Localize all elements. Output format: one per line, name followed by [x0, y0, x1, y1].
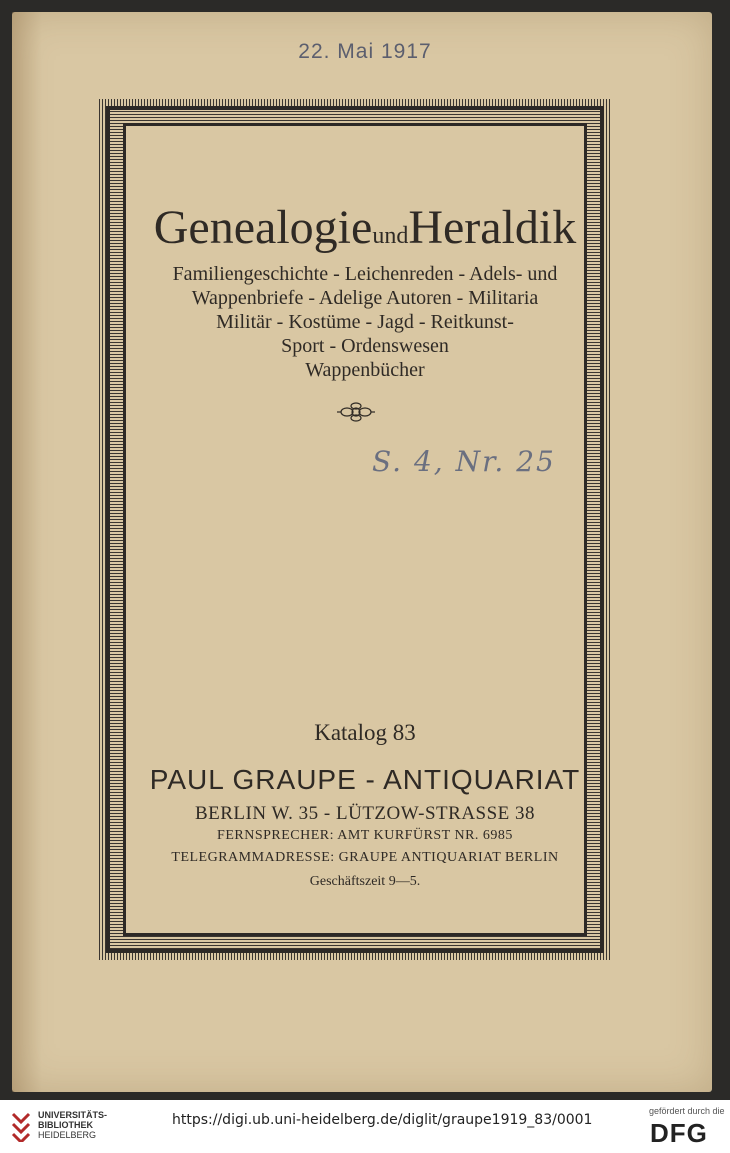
subject-line: Familiengeschichte - Leichenreden - Adels- und [172, 263, 558, 285]
phone-line: FERNSPRECHER: AMT KURFÜRST NR. 6985 [217, 828, 513, 843]
logo-line: HEIDELBERG [38, 1130, 97, 1140]
university-library-name[interactable] [38, 1110, 107, 1140]
telegram-line: TELEGRAMMADRESSE: GRAUPE ANTIQUARIAT BERLIN [171, 850, 559, 865]
subject-list [0, 262, 730, 382]
firm-address: BERLIN W. 35 - LÜTZOW-STRASSE 38 [194, 803, 536, 824]
subject-line: Wappenbücher [305, 359, 425, 381]
title-part2: Heraldik [408, 201, 577, 254]
dfg-logo[interactable]: DFG [650, 1118, 708, 1148]
permalink-url[interactable]: https://digi.ub.uni-heidelberg.de/diglit/graupe1919_83/0001 [172, 1112, 593, 1128]
subject-line: Sport - Ordenswesen [281, 335, 449, 357]
date-stamp: 22. Mai 1917 [298, 40, 432, 63]
subject-line: Militär - Kostüme - Jagd - Reitkunst- [216, 311, 514, 333]
pencil-annotation: S. 4, Nr. 25 [372, 445, 556, 478]
title-connector: und [372, 223, 409, 249]
business-hours: Geschäftszeit 9—5. [309, 874, 421, 889]
logo-line: BIBLIOTHEK [38, 1120, 93, 1130]
subject-line: Wappenbriefe - Adelige Autoren - Militaria [191, 287, 539, 309]
logo-line: UNIVERSITÄTS- [38, 1110, 108, 1120]
viewer-footer [0, 1100, 730, 1153]
title-part1: Genealogie [153, 201, 373, 254]
page-spine-shadow [12, 12, 42, 1092]
funding-caption: gefördert durch die [649, 1106, 725, 1116]
catalog-title [0, 200, 730, 255]
catalog-number: Katalog 83 [314, 720, 416, 745]
firm-name: PAUL GRAUPE - ANTIQUARIAT [149, 764, 581, 795]
floral-ornament-icon [335, 402, 377, 422]
university-library-logo-icon[interactable] [10, 1110, 32, 1142]
